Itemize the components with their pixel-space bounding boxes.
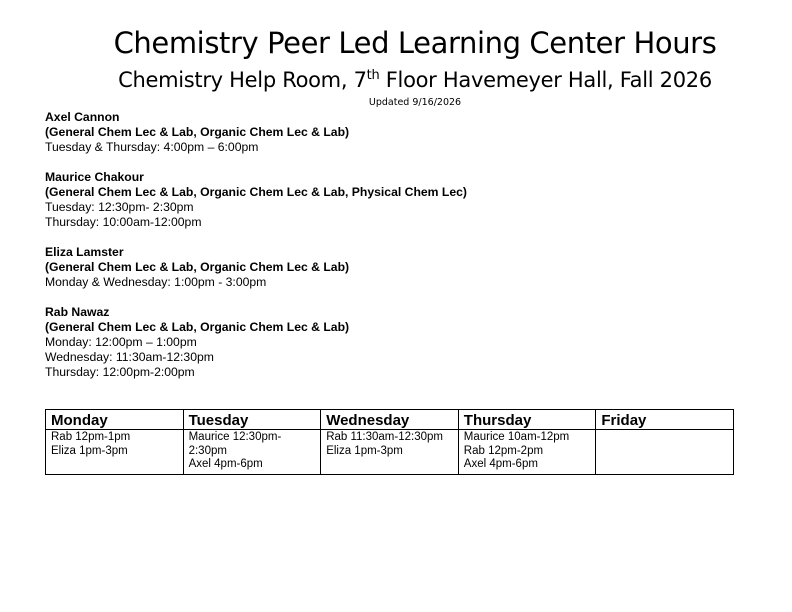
tutor-courses: (General Chem Lec & Lab, Organic Chem Lec & Lab) — [45, 320, 350, 334]
schedule-entry: Maurice 10am-12pm — [463, 431, 570, 443]
tutor-name: Rab Nawaz — [45, 305, 110, 319]
schedule-entry: Rab 12pm-1pm — [51, 431, 131, 443]
tutor-courses: (General Chem Lec & Lab, Organic Chem Lec & Lab, Physical Chem Lec) — [45, 185, 467, 199]
subtitle-ordinal-suffix: th — [366, 68, 380, 83]
schedule-entry: Rab 11:30am-12:30pm — [326, 431, 443, 443]
schedule-entry: Rab 12pm-2pm — [463, 444, 544, 457]
tutor-hours-line: Wednesday: 11:30am-12:30pm — [45, 350, 214, 364]
subtitle-text-end: Floor Havemeyer Hall, Fall 2026 — [379, 68, 712, 92]
tutor-courses: (General Chem Lec & Lab, Organic Chem Lec & Lab) — [45, 260, 350, 274]
day-header-tuesday: Tuesday — [183, 410, 321, 430]
tutor-name: Maurice Chakour — [45, 170, 144, 184]
tutor-hours-line: Monday: 12:00pm – 1:00pm — [45, 335, 197, 349]
schedule-entry: Axel 4pm-6pm — [463, 458, 538, 470]
day-header-thursday: Thursday — [458, 410, 596, 430]
weekly-schedule-table — [45, 409, 734, 475]
tutor-list — [45, 110, 765, 395]
schedule-entry: Eliza 1pm-3pm — [51, 444, 128, 457]
day-header-monday: Monday — [46, 410, 184, 430]
schedule-header — [46, 410, 734, 430]
schedule-cell-tuesday — [183, 430, 321, 475]
schedule-entry: Eliza 1pm-3pm — [326, 444, 403, 457]
page-subtitle — [0, 68, 792, 92]
schedule-header-row — [46, 410, 734, 430]
tutor-hours-line: Monday & Wednesday: 1:00pm - 3:00pm — [45, 275, 267, 289]
page-title: Chemistry Peer Led Learning Center Hours — [113, 26, 717, 60]
tutor-entry-maurice-chakour — [45, 170, 765, 230]
schedule-row — [46, 430, 734, 475]
schedule-cell-monday — [46, 430, 184, 475]
schedule-cell-wednesday — [321, 430, 459, 475]
schedule-cell-friday — [596, 430, 734, 475]
tutor-hours-line: Tuesday: 12:30pm- 2:30pm — [45, 200, 194, 214]
schedule-entry: Maurice 12:30pm-2:30pm — [188, 431, 282, 457]
tutor-hours-line: Thursday: 12:00pm-2:00pm — [45, 365, 195, 379]
schedule-cell-thursday — [458, 430, 596, 475]
subtitle-text-start: Chemistry Help Room, 7 — [118, 68, 367, 92]
tutor-name: Axel Cannon — [45, 110, 120, 124]
schedule-body — [46, 430, 734, 475]
tutor-hours-line: Thursday: 10:00am-12:00pm — [45, 215, 202, 229]
tutor-entry-axel-cannon — [45, 110, 765, 155]
tutor-hours-line: Tuesday & Thursday: 4:00pm – 6:00pm — [45, 140, 259, 154]
tutor-name: Eliza Lamster — [45, 245, 124, 259]
day-header-friday: Friday — [596, 410, 734, 430]
tutor-entry-eliza-lamster — [45, 245, 765, 290]
tutor-entry-rab-nawaz — [45, 305, 765, 380]
day-header-wednesday: Wednesday — [321, 410, 459, 430]
schedule-entry: Axel 4pm-6pm — [188, 458, 263, 470]
tutor-courses: (General Chem Lec & Lab, Organic Chem Lec & Lab) — [45, 125, 350, 139]
updated-date: Updated 9/16/2026 — [368, 97, 462, 108]
